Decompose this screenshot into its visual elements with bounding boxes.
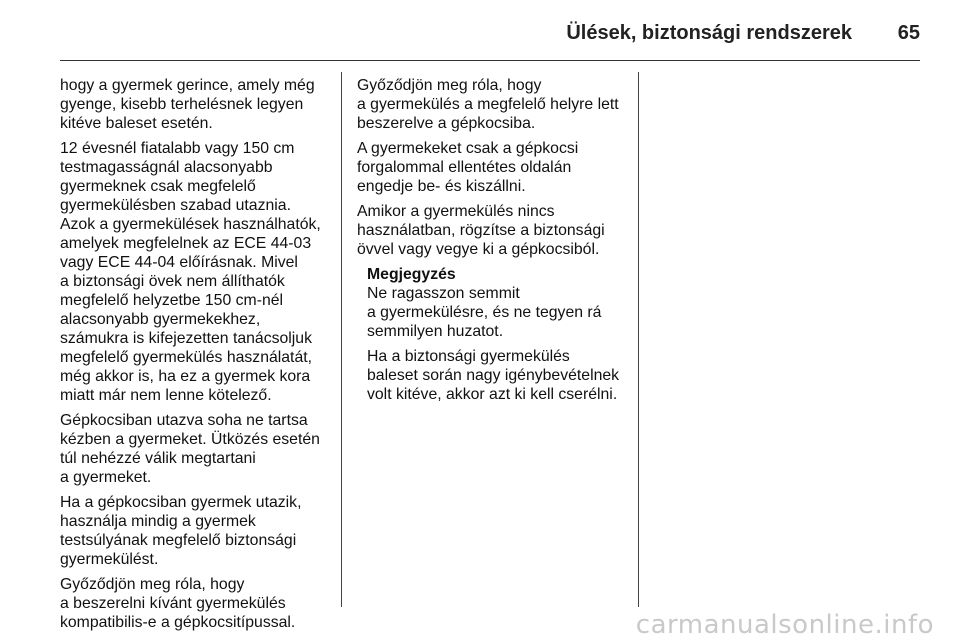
text-line: 12 évesnél fiatalabb vagy 150 cm bbox=[60, 140, 295, 157]
text-line: engedje be- és kiszállni. bbox=[357, 178, 526, 195]
text-line: alacsonyabb gyermekekhez, bbox=[60, 311, 261, 328]
text-line: megfelelő gyermekülés használatát, bbox=[60, 349, 313, 366]
text-line: Gépkocsiban utazva soha ne tartsa bbox=[60, 412, 308, 429]
column-divider-1 bbox=[341, 72, 342, 607]
text-line: forgalommal ellentétes oldalán bbox=[357, 159, 572, 176]
note-paragraphs bbox=[367, 284, 631, 404]
page-number: 65 bbox=[897, 22, 920, 44]
text-line: beszerelve a gépkocsiba. bbox=[357, 115, 536, 132]
text-line: számukra is kifejezetten tanácsoljuk bbox=[60, 330, 312, 347]
paragraph bbox=[60, 575, 338, 632]
page-header bbox=[60, 16, 920, 56]
text-line: gyermekülést. bbox=[60, 551, 159, 568]
text-line: testmagasságnál alacsonyabb bbox=[60, 159, 273, 176]
text-column-left bbox=[60, 76, 338, 638]
text-line: Ha a biztonsági gyermekülés bbox=[367, 348, 570, 365]
text-column-middle bbox=[357, 76, 631, 410]
text-line: Győződjön meg róla, hogy bbox=[60, 576, 245, 593]
text-line: használatban, rögzítse a biztonsági bbox=[357, 222, 605, 239]
text-line: a biztonsági övek nem állíthatók bbox=[60, 273, 285, 290]
text-line: Azok a gyermekülések használhatók, bbox=[60, 216, 321, 233]
text-line: Ne ragasszon semmit bbox=[367, 285, 520, 302]
text-line: kitéve baleset esetén. bbox=[60, 115, 213, 132]
text-line: a gyermekülés a megfelelő helyre lett bbox=[357, 96, 619, 113]
page-title: Ülések, biztonsági rendszerek bbox=[566, 22, 852, 44]
text-line: testsúlyának megfelelő biztonsági bbox=[60, 532, 297, 549]
text-line: vagy ECE 44-04 előírásnak. Mivel bbox=[60, 254, 298, 271]
middle-paragraphs bbox=[357, 76, 631, 259]
text-line: volt kitéve, akkor azt ki kell cserélni. bbox=[367, 386, 618, 403]
text-line: a beszerelni kívánt gyermekülés bbox=[60, 595, 286, 612]
note-box bbox=[367, 265, 631, 404]
text-line: Ha a gépkocsiban gyermek utazik, bbox=[60, 494, 302, 511]
text-line: használja mindig a gyermek bbox=[60, 513, 256, 530]
text-line: a gyermekülésre, és ne tegyen rá bbox=[367, 304, 602, 321]
text-line: gyermekülésben szabad utaznia. bbox=[60, 197, 291, 214]
text-line: A gyermekeket csak a gépkocsi bbox=[357, 140, 579, 157]
header-divider bbox=[60, 60, 920, 61]
text-line: baleset során nagy igénybevételnek bbox=[367, 367, 620, 384]
paragraph bbox=[60, 139, 338, 405]
paragraph bbox=[60, 493, 338, 569]
text-line: gyermeknek csak megfelelő bbox=[60, 178, 256, 195]
text-line: Amikor a gyermekülés nincs bbox=[357, 203, 555, 220]
text-line: kézben a gyermeket. Ütközés esetén bbox=[60, 431, 320, 448]
text-line: gyenge, kisebb terhelésnek legyen bbox=[60, 96, 304, 113]
paragraph bbox=[357, 139, 631, 196]
paragraph bbox=[60, 411, 338, 487]
paragraph bbox=[367, 347, 631, 404]
text-line: hogy a gyermek gerince, amely még bbox=[60, 77, 315, 94]
text-line: a gyermeket. bbox=[60, 469, 152, 486]
text-line: túl nehézzé válik megtartani bbox=[60, 450, 256, 467]
text-line: még akkor is, ha ez a gyermek kora bbox=[60, 368, 311, 385]
text-line: Győződjön meg róla, hogy bbox=[357, 77, 542, 94]
column-divider-2 bbox=[638, 72, 639, 607]
text-line: semmilyen huzatot. bbox=[367, 323, 504, 340]
text-line: kompatibilis-e a gépkocsitípussal. bbox=[60, 614, 296, 631]
note-title: Megjegyzés bbox=[367, 266, 456, 283]
watermark: carmanualsonline.info bbox=[635, 610, 934, 640]
paragraph bbox=[357, 202, 631, 259]
paragraph bbox=[357, 76, 631, 133]
text-line: amelyek megfelelnek az ECE 44-03 bbox=[60, 235, 312, 252]
text-line: megfelelő helyzetbe 150 cm-nél bbox=[60, 292, 284, 309]
text-line: miatt már nem lenne kötelező. bbox=[60, 387, 272, 404]
text-line: övvel vagy vegye ki a gépkocsiból. bbox=[357, 241, 600, 258]
paragraph bbox=[367, 284, 631, 341]
paragraph bbox=[60, 76, 338, 133]
